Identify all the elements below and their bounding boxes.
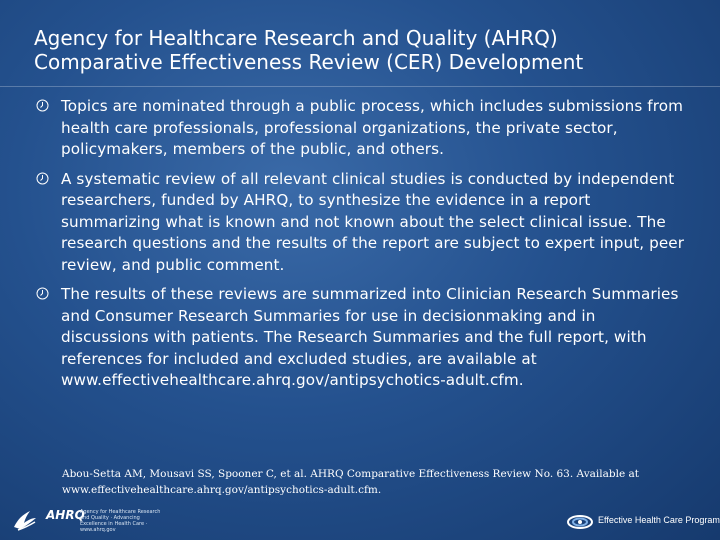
- ehc-swoosh-icon: [565, 512, 595, 532]
- bullet-item: [36, 284, 686, 392]
- clock-bullet-icon: [36, 172, 49, 185]
- slide-title: [34, 26, 704, 74]
- clock-bullet-icon: [36, 287, 49, 300]
- bullet-list: [36, 96, 686, 400]
- hhs-eagle-icon: [10, 505, 40, 535]
- citation-line-1: Abou-Setta AM, Mousavi SS, Spooner C, et al. AHRQ Comparative Effectiveness Review No. 63. Available at: [62, 468, 639, 480]
- title-line-1: Agency for Healthcare Research and Quality (AHRQ): [34, 26, 558, 50]
- citation: [62, 466, 662, 498]
- bullet-text: The results of these reviews are summarized into Clinician Research Summaries and Consumer Research Summaries for use in decisionmaking and in discussions with patients. The Research Summaries and the full report, with references for included and excluded studies, are available at www.effectivehealthcare.ahrq.gov/antipsychotics-adult.cfm.: [61, 285, 679, 389]
- title-line-2: Comparative Effectiveness Review (CER) Development: [34, 50, 584, 74]
- ahrq-logo: [46, 508, 166, 534]
- bullet-text: Topics are nominated through a public process, which includes submissions from health care professionals, professional organizations, the private sector, policymakers, members of the public, and others.: [61, 97, 684, 158]
- bullet-item: [36, 96, 686, 161]
- ehc-program-label: Effective Health Care Program: [598, 515, 720, 525]
- citation-line-2: www.effectivehealthcare.ahrq.gov/antipsychotics-adult.cfm.: [62, 484, 382, 496]
- bullet-text: A systematic review of all relevant clinical studies is conducted by independent researchers, funded by AHRQ, to synthesize the evidence in a report summarizing what is known and not known about the select clinical issue. The research questions and the results of the report are subject to expert input, peer review, and public comment.: [61, 169, 685, 274]
- ahrq-wordmark: AHRQ: [46, 508, 85, 522]
- clock-bullet-icon: [36, 99, 49, 112]
- title-divider: [0, 86, 720, 87]
- bullet-item: [36, 169, 686, 277]
- ahrq-tagline: Agency for Healthcare Research and Quality · Advancing Excellence in Health Care · www.ahrq.gov: [80, 509, 161, 533]
